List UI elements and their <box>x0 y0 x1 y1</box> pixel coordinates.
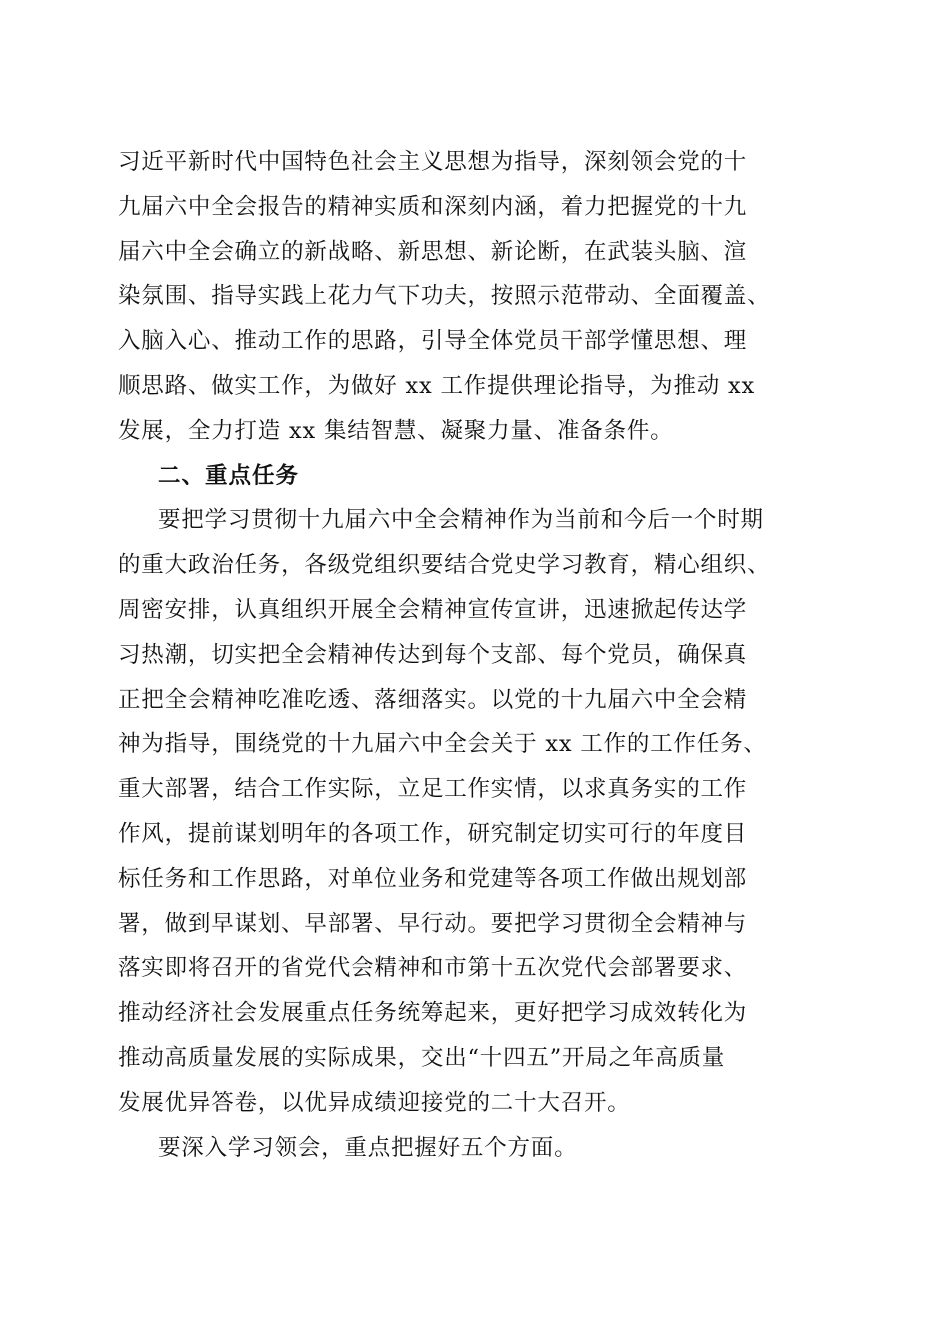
text-line: 要把学习贯彻十九届六中全会精神作为当前和今后一个时期 <box>158 507 764 534</box>
paragraph-3: 要深入学习领会，重点把握好五个方面。 <box>158 1134 578 1161</box>
text-line: 正把全会精神吃准吃透、落细落实。以党的十九届六中全会精 <box>118 686 748 713</box>
text-line: 推动高质量发展的实际成果，交出“十四五”开局之年高质量 <box>118 1044 726 1071</box>
text-line: 神为指导，围绕党的十九届六中全会关于 xx 工作的工作任务、 <box>118 731 767 758</box>
text-line: 重大部署，结合工作实际，立足工作实情，以求真务实的工作 <box>118 776 748 803</box>
text-line: 标任务和工作思路，对单位业务和党建等各项工作做出规划部 <box>118 865 748 892</box>
text-line: 推动经济社会发展重点任务统筹起来，更好把学习成效转化为 <box>118 1000 748 1027</box>
text-line: 发展，全力打造 xx 集结智慧、凝聚力量、准备条件。 <box>118 417 674 444</box>
text-line: 周密安排，认真组织开展全会精神宣传宣讲，迅速掀起传达学 <box>118 596 748 623</box>
text-line: 发展优异答卷，以优异成绩迎接党的二十大召开。 <box>118 1089 631 1116</box>
paragraph-2 <box>118 498 830 1125</box>
text-line: 习热潮，切实把全会精神传达到每个支部、每个党员，确保真 <box>118 641 748 668</box>
text-line: 顺思路、做实工作，为做好 xx 工作提供理论指导，为推动 xx <box>118 372 756 399</box>
section-heading: 二、重点任务 <box>158 462 300 489</box>
text-line: 署，做到早谋划、早部署、早行动。要把学习贯彻全会精神与 <box>118 910 748 937</box>
text-line: 届六中全会确立的新战略、新思想、新论断，在武装头脑、渲 <box>118 238 748 265</box>
text-line: 的重大政治任务，各级党组织要结合党史学习教育，精心组织、 <box>118 552 771 579</box>
text-line: 入脑入心、推动工作的思路，引导全体党员干部学懂思想、理 <box>118 328 748 355</box>
paragraph-1 <box>118 140 830 454</box>
document-body <box>118 140 830 1170</box>
text-line: 染氛围、指导实践上花力气下功夫，按照示范带动、全面覆盖、 <box>118 283 771 310</box>
text-line: 九届六中全会报告的精神实质和深刻内涵，着力把握党的十九 <box>118 193 748 220</box>
text-line: 习近平新时代中国特色社会主义思想为指导，深刻领会党的十 <box>118 149 748 175</box>
text-line: 落实即将召开的省党代会精神和市第十五次党代会部署要求、 <box>118 955 748 982</box>
text-line: 作风，提前谋划明年的各项工作，研究制定切实可行的年度目 <box>118 820 748 847</box>
